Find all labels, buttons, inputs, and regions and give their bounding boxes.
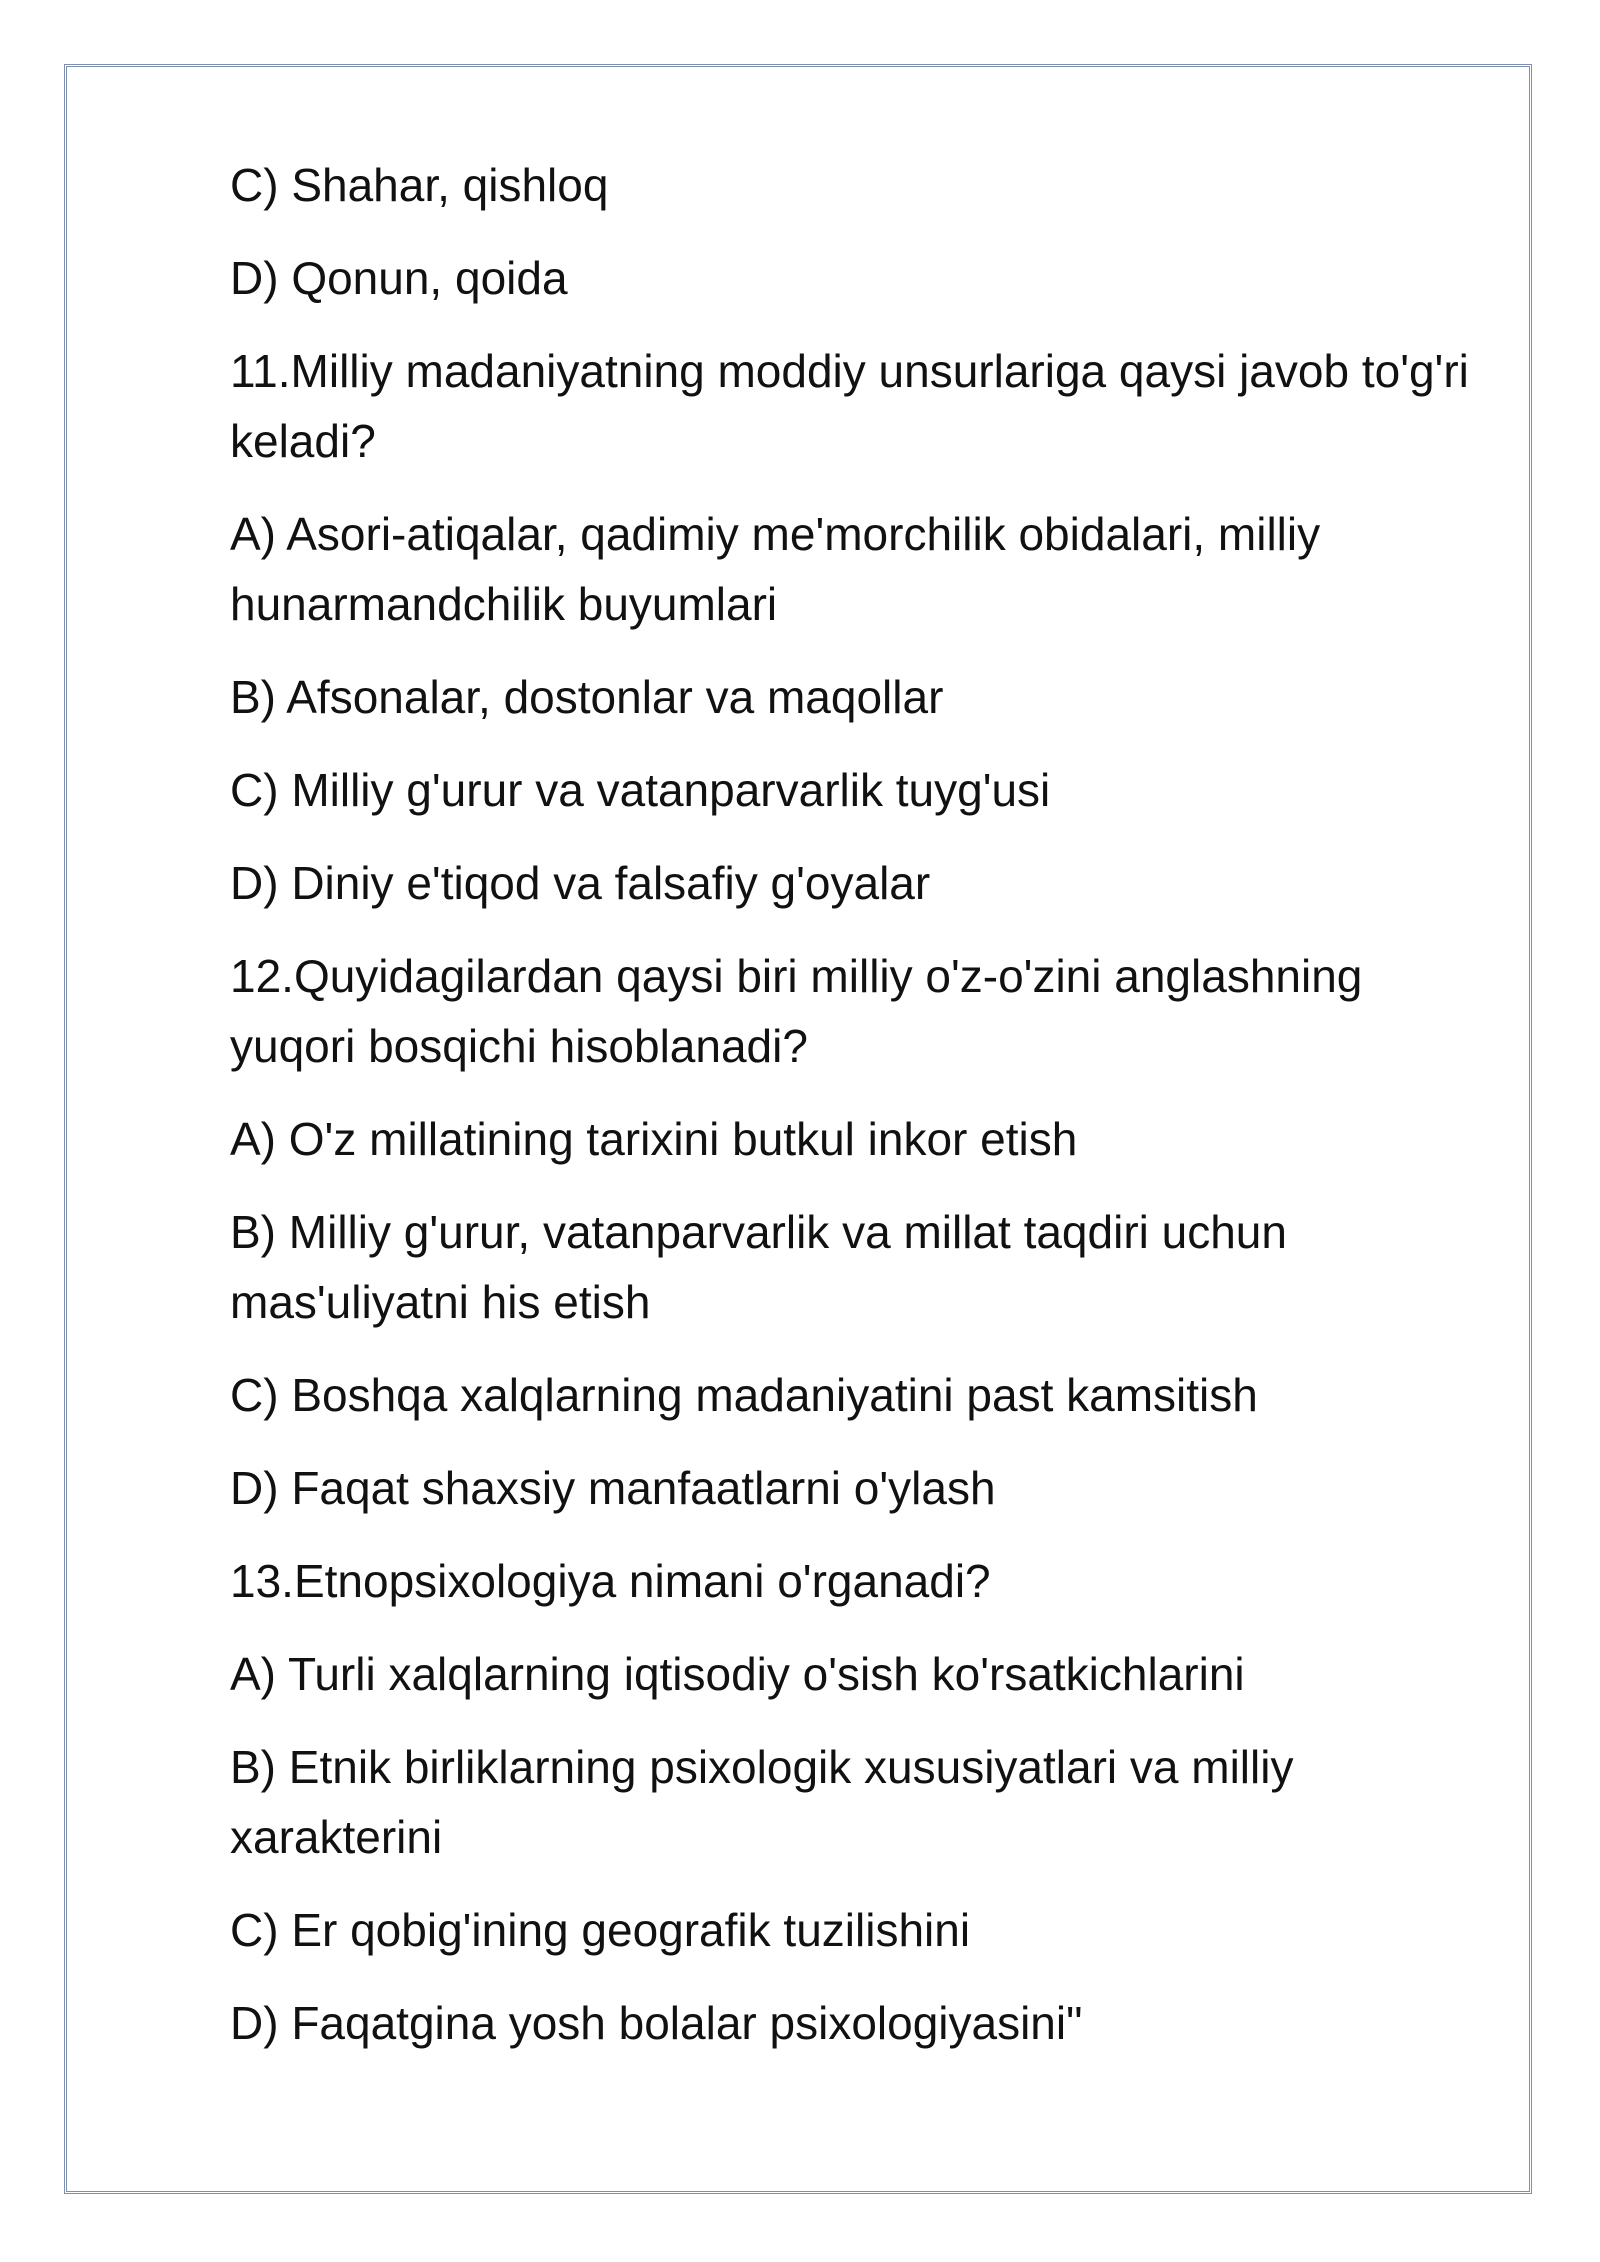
option-13b: B) Etnik birliklarning psixologik xususiyatlari va milliy xarakterini: [230, 1741, 1294, 1863]
option-11b: B) Afsonalar, dostonlar va maqollar: [230, 671, 944, 723]
option-12b: B) Milliy g'urur, vatanparvarlik va millat taqdiri uchun mas'uliyatni his etish: [230, 1206, 1287, 1328]
option-11d: D) Diniy e'tiqod va falsafiy g'oyalar: [230, 857, 931, 909]
option-13c: C) Er qobig'ining geografik tuzilishini: [230, 1904, 971, 1956]
option-13d: D) Faqatgina yosh bolalar psixologiyasini": [230, 1997, 1083, 2049]
option-11c: C) Milliy g'urur va vatanparvarlik tuyg'usi: [230, 764, 1051, 816]
option-12a: A) O'z millatining tarixini butkul inkor etish: [230, 1113, 1078, 1165]
option-11a: A) Asori-atiqalar, qadimiy me'morchilik obidalari, milliy hunarmandchilik buyumlari: [230, 508, 1321, 630]
document-body: [230, 150, 1480, 2081]
option-12d: D) Faqat shaxsiy manfaatlarni o'ylash: [230, 1462, 996, 1514]
question-12: 12.Quyidagilardan qaysi biri milliy o'z-o'zini anglashning yuqori bosqichi hisoblanadi?: [230, 950, 1363, 1072]
question-11: 11.Milliy madaniyatning moddiy unsurlariga qaysi javob to'g'ri keladi?: [230, 345, 1469, 467]
option-10d: D) Qonun, qoida: [230, 252, 568, 304]
option-12c: C) Boshqa xalqlarning madaniyatini past kamsitish: [230, 1369, 1258, 1421]
option-10c: C) Shahar, qishloq: [230, 159, 609, 211]
question-13: 13.Etnopsixologiya nimani o'rganadi?: [230, 1555, 991, 1607]
option-13a: A) Turli xalqlarning iqtisodiy o'sish ko'rsatkichlarini: [230, 1648, 1245, 1700]
